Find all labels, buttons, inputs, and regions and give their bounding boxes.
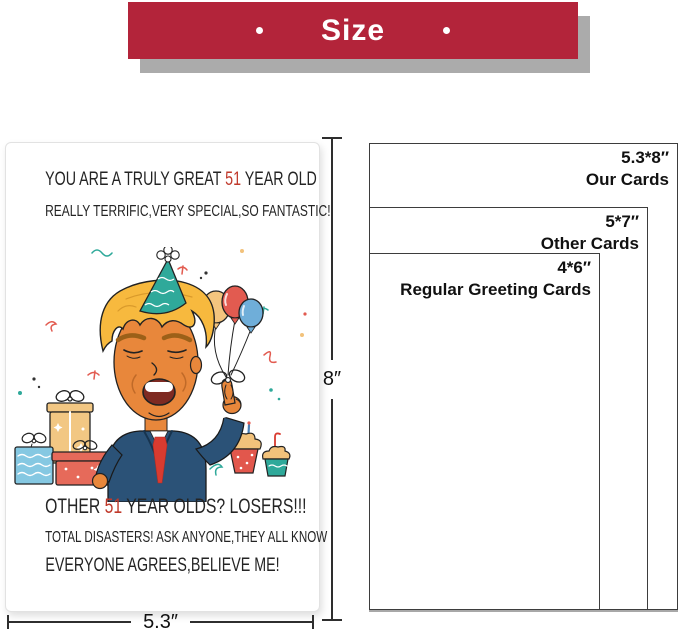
- banner-title: Size: [320, 13, 386, 47]
- headline-age: 51: [225, 169, 242, 190]
- size-name: Our Cards: [585, 170, 669, 190]
- size-value: 5*7″: [605, 212, 639, 231]
- dot-icon: [443, 27, 450, 34]
- footer1-age: 51: [104, 495, 123, 518]
- dimension-tick: [322, 619, 342, 621]
- height-dimension: [321, 137, 343, 621]
- dimension-line: [190, 621, 312, 623]
- card-headline: [45, 169, 317, 191]
- size-name: Other Cards: [540, 234, 639, 254]
- dimension-line: [9, 621, 131, 623]
- card-footer-line3: EVERYONE AGREES,BELIEVE ME!: [45, 555, 280, 576]
- size-value: 4*6″: [557, 258, 591, 277]
- size-value: 5.3*8″: [621, 148, 669, 167]
- size-rect-regular-cards: [369, 253, 600, 610]
- card-illustration: [6, 247, 319, 502]
- size-banner: [128, 2, 578, 59]
- dot-icon: [256, 27, 263, 34]
- dimension-line: [331, 399, 333, 620]
- width-dimension-label: 5.3″: [143, 610, 178, 633]
- party-hat-icon: [140, 247, 186, 314]
- dimension-tick: [312, 615, 314, 629]
- dimension-line: [331, 139, 333, 360]
- size-rect-label: [400, 257, 591, 301]
- greeting-card: [5, 142, 331, 612]
- height-dimension-label: 8″: [322, 367, 342, 390]
- card-subline: REALLY TERRIFIC,VERY SPECIAL,SO FANTASTIC!: [45, 203, 331, 220]
- size-rect-label: [586, 147, 669, 191]
- width-dimension: [7, 612, 314, 632]
- card-footer-line1: [45, 495, 307, 519]
- footer1-post: YEAR OLDS? LOSERS!!!: [122, 495, 307, 518]
- size-rect-label: [541, 211, 639, 255]
- footer1-pre: OTHER: [45, 495, 105, 518]
- headline-pre: YOU ARE A TRULY GREAT: [45, 169, 226, 190]
- size-name: Regular Greeting Cards: [400, 280, 591, 300]
- headline-post: YEAR OLD: [241, 169, 317, 190]
- card-footer-line2: TOTAL DISASTERS! ASK ANYONE,THEY ALL KNOW: [45, 529, 328, 546]
